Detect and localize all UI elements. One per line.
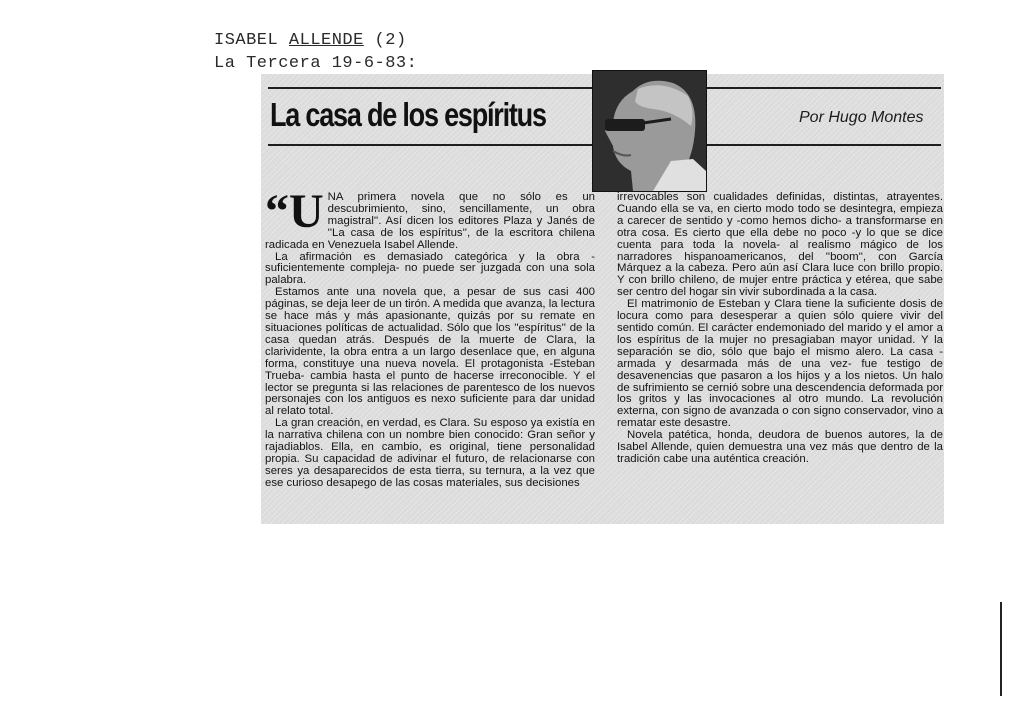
annotation-number: (2) [363,31,407,50]
author-photo [592,70,707,192]
article-paragraph [265,185,595,252]
article-paragraph: El matrimonio de Esteban y Clara tiene la suficiente dosis de locura como para desesperar a quien sólo quiere vivir del sentido común. El carácter endemoniado del marido y el amor a los espíritus de la mujer no presagiaban mayor unidad. Y la separación se dio, sólo que bajo el mismo alero. La casa -armada y desarmada más de una vez- fue testigo de desavenencias que pasaron a los hijos y a los nietos. Un halo de sufrimiento se cernió sobre una descendencia deformada por los gritos y las invocaciones al otro mundo. La revolución externa, con signo de avanzada o con signo conservador, vino a rematar este desastre. [617,298,943,430]
article-paragraph: Estamos ante una novela que, a pesar de sus casi 400 páginas, se deja leer de un tirón. A medida que avanza, la lectura se hace más y más apasionante, quizás por su remate en situaciones políticas de actualidad. Sólo que los ''espíritus'' de la casa quedan atrás. Después de la muerte de Clara, la clarividente, la obra entra a un largo desenlace que, en alguna forma, constituye una nueva novela. El protagonista -Esteban Trueba- cambia hasta el punto de hacerse irreconocible. Y el lector se pregunta si las relaciones de parentesco de los nuevos personajes con los antiguos es nexo suficiente para dar unidad al relato total. [265,286,595,418]
rule-divider [268,144,592,146]
annotation-author-first: ISABEL [214,31,289,50]
newspaper-clipping [261,74,944,524]
typed-annotation-title [214,31,407,50]
article-column-right [617,192,943,466]
article-byline: Por Hugo Montes [799,109,924,126]
portrait-image-icon [593,71,706,191]
article-paragraph: La gran creación, en verdad, es Clara. Su esposo ya existía en la narrativa chilena con un nombre bien conocido: Gran señor y rajadiablos. Ella, en cambio, es original, tiene personalidad propia. Su capacidad de adivinar el futuro, de relacionarse con seres ya desaparecidos de esta tierra, su ternura, a la vez que ese curioso desapego de las cosas materiales, sus decisiones [265,417,595,489]
paragraph-text: NA primera novela que no sólo es un descubrimiento, sino, sencillamente, un obra magistral''. Así dicen los editores Plaza y Janés de ''La casa de los espíritus'', de la escritora chilena radicada en Venezuela Isabel Allende. [265,191,595,251]
typed-annotation-source: La Tercera 19-6-83: [214,54,418,73]
rule-divider [705,87,941,89]
rule-divider [705,144,941,146]
article-paragraph: La afirmación es demasiado categórica y la obra -suficientemente compleja- no puede ser juzgada con una sola palabra. [265,250,595,287]
article-paragraph: irrevocables son cualidades definidas, distintas, atrayentes. Cuando ella se va, en cierto modo todo se desintegra, empieza a carecer de sentido y -como hemos dicho- a transformarse en otra cosa. Es cierto que ella debe no poco -y lo que se dice cuenta para toda la novela- al realismo mágico de los narradores hispanoamericanos, del ''boom'', con García Márquez a la cabeza. Pero aún así Clara luce con brillo propio. Y con brillo chileno, de mujer entre práctica y etérea, que sabe ser centro del hogar sin vivir subordinada a la casa. [617,191,943,299]
article-headline: La casa de los espíritus [270,96,546,133]
annotation-author-last: ALLENDE [288,31,364,50]
article-column-left [265,185,595,490]
dropcap: “U [265,185,324,238]
article-paragraph: Novela patética, honda, deudora de buenos autores, la de Isabel Allende, quien demuestra una vez más que dentro de la tradición cabe una auténtica creación. [617,429,943,465]
scan-edge-line [1000,602,1002,696]
rule-divider [268,87,592,89]
